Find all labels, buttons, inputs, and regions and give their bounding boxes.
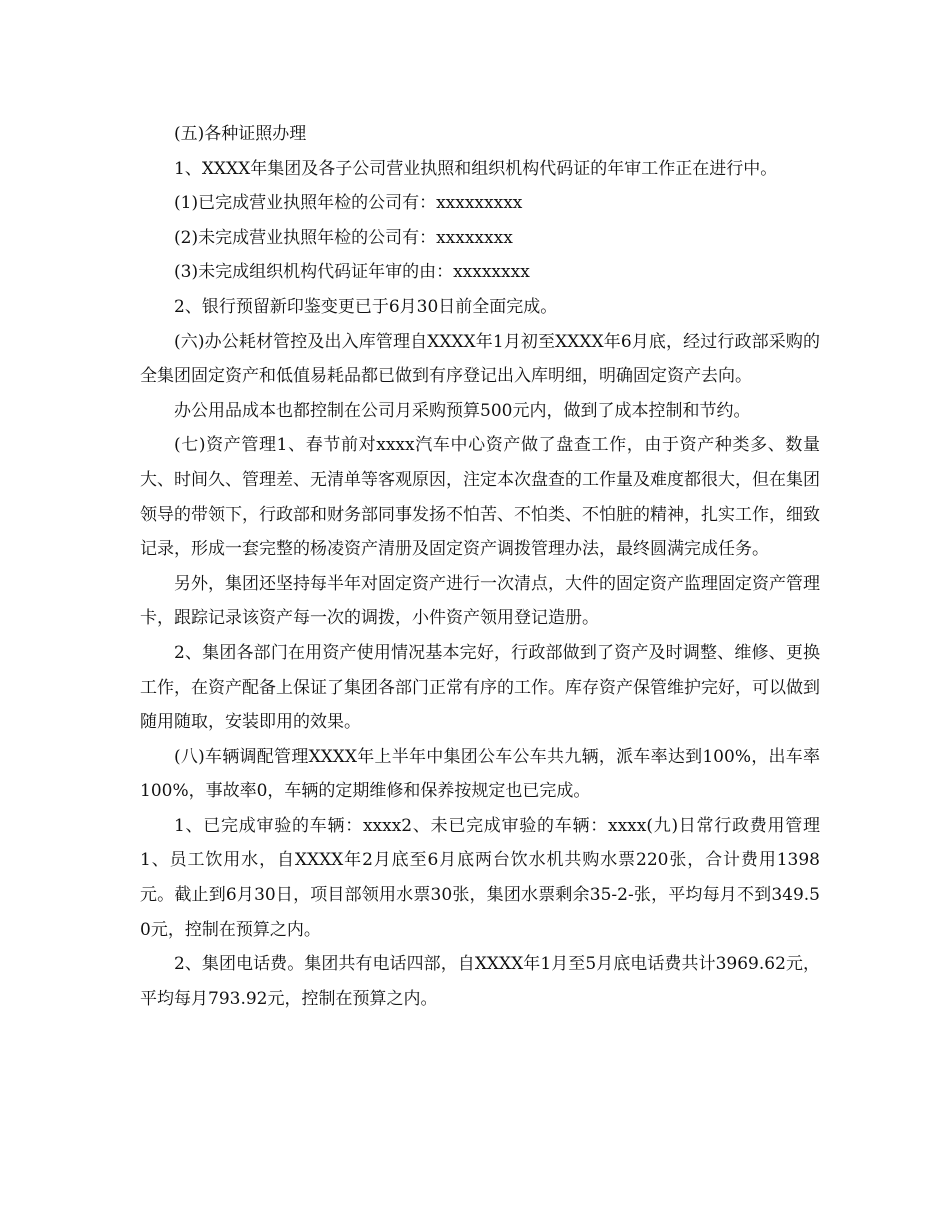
paragraph-asset-inventory: 另外，集团还坚持每半年对固定资产进行一次清点，大件的固定资产监理固定资产管理卡，跟踪记录该资产每一次的调拨，小件资产领用登记造册。 [140, 573, 820, 629]
section-heading-licenses: (五)各种证照办理 [174, 124, 307, 144]
paragraph-phone-expense: 2、集团电话费。集团共有电话四部，自XXXX年1月至5月底电话费共计3969.62元，平均每月793.92元，控制在预算之内。 [140, 954, 820, 1009]
paragraph-license-pending: (2)未完成营业执照年检的公司有：xxxxxxxx [174, 227, 513, 248]
paragraph-asset-management: (七)资产管理1、春节前对xxxx汽车中心资产做了盘查工作，由于资产种类多、数量大、时间久、管理差、无清单等客观原因，注定本次盘查的工作量及难度都很大，但在集团领导的带领下，行政部和财务部同事发扬不怕苦、不怕类、不怕脏的精神，扎实工作，细致记录，形成一套完整的杨凌资产清册及固定资产调拨管理办法，最终圆满完成任务。 [140, 435, 820, 560]
paragraph-office-supplies: (六)办公耗材管控及出入库管理自XXXX年1月初至XXXX年6月底，经过行政部采购的全集团固定资产和低值易耗品都已做到有序登记出入库明细，明确固定资产去向。 [140, 331, 820, 387]
paragraph-annual-review: 1、XXXX年集团及各子公司营业执照和组织机构代码证的年审工作正在进行中。 [174, 158, 778, 179]
paragraph-asset-usage: 2、集团各部门在用资产使用情况基本完好，行政部做到了资产及时调整、维修、更换工作，在资产配备上保证了集团各部门正常有序的工作。库存资产保管维护完好，可以做到随用随取，安装即用的效果。 [140, 642, 820, 733]
paragraph-org-code-pending: (3)未完成组织机构代码证年审的由：xxxxxxxx [174, 262, 530, 283]
document-page [140, 117, 820, 1016]
paragraph-license-completed: (1)已完成营业执照年检的公司有：xxxxxxxxx [174, 193, 523, 214]
paragraph-vehicle-management: (八)车辆调配管理XXXX年上半年中集团公车公车共九辆，派车率达到100%，出车率100%，事故率0，车辆的定期维修和保养按规定也已完成。 [140, 746, 820, 802]
paragraph-vehicle-inspection-water: 1、已完成审验的车辆：xxxx2、未已完成审验的车辆：xxxx(九)日常行政费用管理1、员工饮用水，自XXXX年2月底至6月底两台饮水机共购水票220张，合计费用1398元。截止到6月30日，项目部领用水票30张，集团水票剩余35-2-张，平均每月不到349.50元，控制在预算之内。 [140, 815, 820, 940]
paragraph-supply-cost: 办公用品成本也都控制在公司月采购预算500元内，做到了成本控制和节约。 [174, 400, 751, 421]
paragraph-bank-seal: 2、银行预留新印鉴变更已于6月30日前全面完成。 [174, 296, 558, 317]
